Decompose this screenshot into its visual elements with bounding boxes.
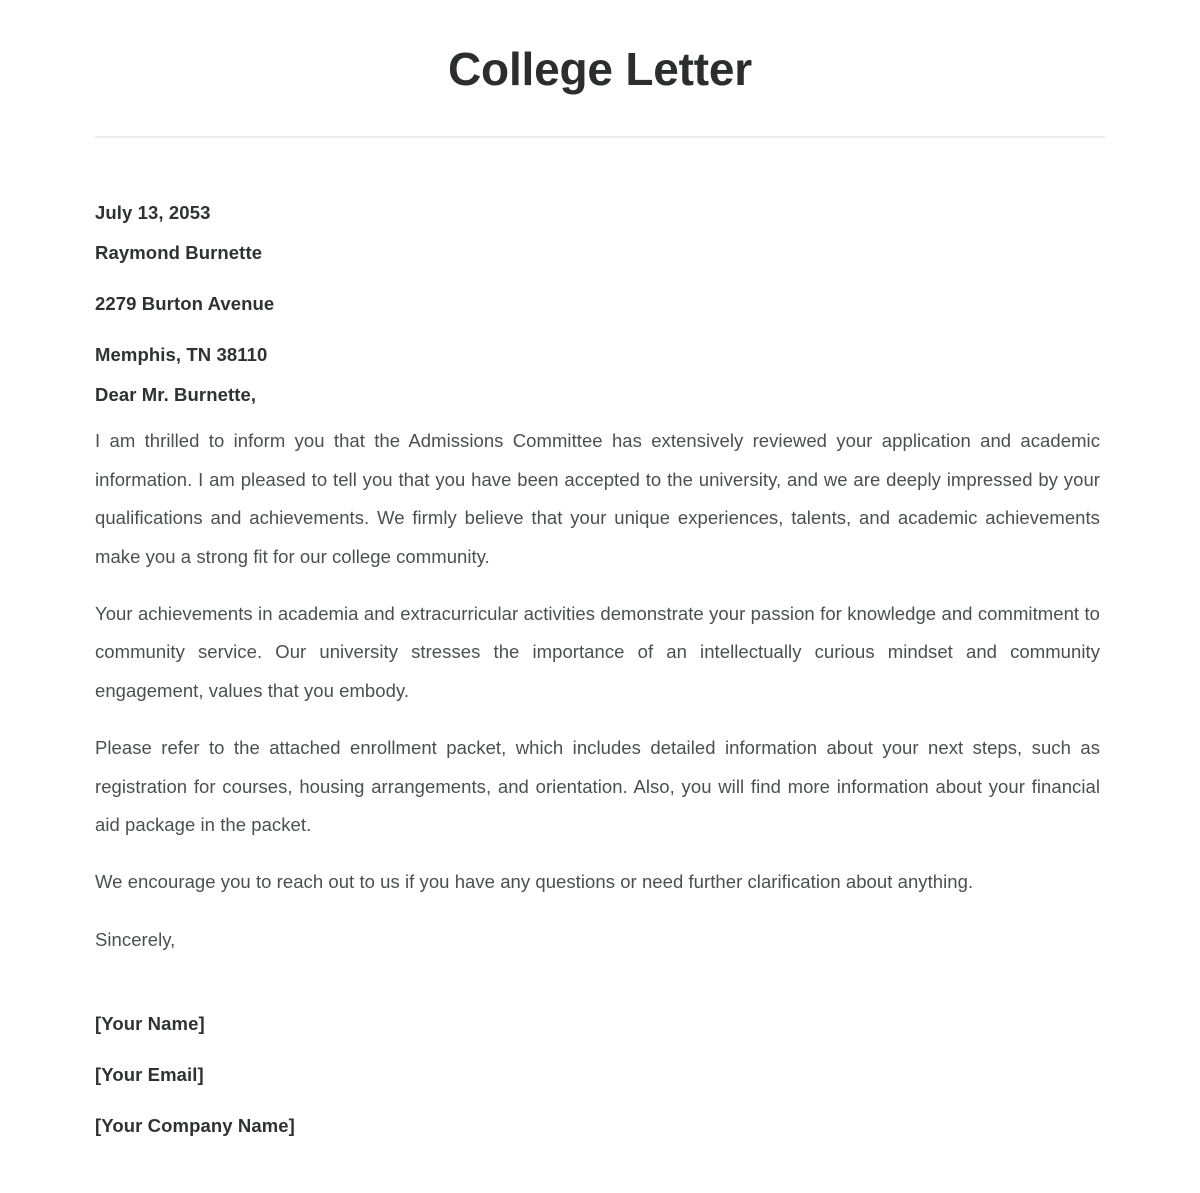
body-paragraph-1: I am thrilled to inform you that the Admissions Committee has extensively reviewed your application and academic information. I am pleased to tell you that you have been accepted to the university, and we are deeply impressed by your qualifications and achievements. We firmly believe that your unique experiences, talents, and academic achievements make you a strong fit for our college community. [95, 430, 1100, 567]
body-paragraph-4: We encourage you to reach out to us if you have any questions or need further clarification about anything. [95, 871, 974, 893]
body-paragraph-3: Please refer to the attached enrollment packet, which includes detailed information about your next steps, such as registration for courses, housing arrangements, and orientation. Also, you will find more information about your financial aid package in the packet. [95, 737, 1100, 836]
recipient-street-address: 2279 Burton Avenue [95, 293, 275, 314]
recipient-city-state-zip: Memphis, TN 38110 [95, 344, 268, 365]
page-title: College Letter [448, 43, 752, 95]
signature-email-placeholder: [Your Email] [95, 1064, 204, 1086]
letter-date: July 13, 2053 [95, 202, 211, 223]
header-divider-container [0, 100, 1200, 138]
salutation: Dear Mr. Burnette, [95, 384, 257, 405]
signature-company-placeholder: [Your Company Name] [95, 1115, 295, 1137]
recipient-name: Raymond Burnette [95, 242, 263, 263]
document-header [0, 0, 1200, 100]
page-bottom-padding [95, 1139, 1100, 1169]
signature-space [95, 959, 1100, 1011]
body-paragraph-2: Your achievements in academia and extracurricular activities demonstrate your passion for knowledge and commitment to community service. Our university stresses the importance of an intellectually curious mindset and community engagement, values that you embody. [95, 602, 1100, 702]
letter-body [0, 200, 1200, 1169]
signature-name-placeholder: [Your Name] [95, 1013, 205, 1035]
closing-line: Sincerely, [95, 928, 176, 950]
header-divider [95, 136, 1105, 138]
letter-content-column [95, 200, 1100, 1169]
